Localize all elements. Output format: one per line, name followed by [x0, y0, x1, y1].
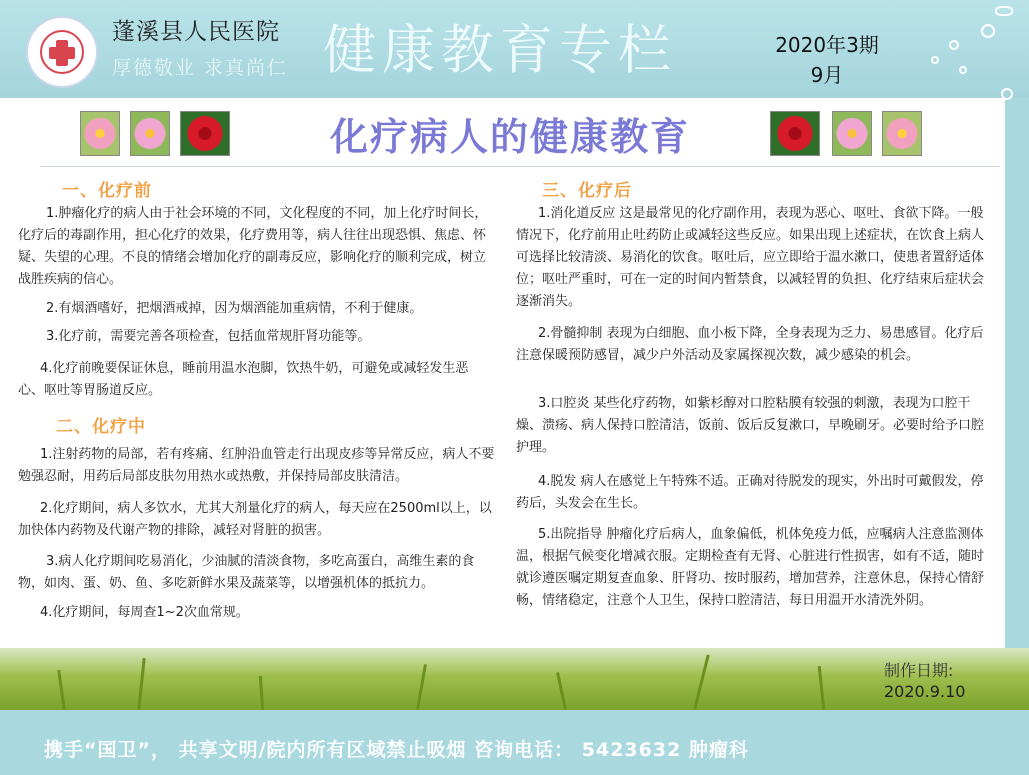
grass-decoration [0, 648, 1029, 710]
hospital-motto: 厚德敬业 求真尚仁 [112, 57, 289, 79]
paragraph: 2.化疗期间，病人多饮水，尤其大剂量化疗的病人，每天应在2500ml以上，以加快体内药物及代谢产物的排除，减轻对肾脏的损害。 [18, 501, 492, 538]
column-title: 健康教育专栏 [323, 20, 677, 81]
paragraph: 1.注射药物的局部，若有疼痛、红肿沿血管走行出现皮疹等异常反应，病人不要勉强忍耐，用药后局部皮肤勿用热水或热敷，并保持局部皮肤清洁。 [18, 447, 495, 484]
hospital-logo-icon [26, 16, 98, 88]
section-heading-after: 三、化疗后 [542, 181, 632, 201]
paragraph: 3.化疗前，需要完善各项检查，包括血常规肝肾功能等。 [46, 329, 371, 344]
section-heading-before: 一、化疗前 [62, 181, 152, 201]
paragraph: 4.化疗前晚要保证休息，睡前用温水泡脚，饮热牛奶，可避免或减轻发生恶心、呕吐等胃肠道反应。 [18, 361, 469, 398]
paragraph: 4.化疗期间，每周查1~2次血常规。 [40, 605, 249, 620]
paragraph: 3.病人化疗期间吃易消化，少油腻的清淡食物，多吃高蛋白，高维生素的食物，如肉、蛋、奶、鱼、多吃新鲜水果及蔬菜等，以增强机体的抵抗力。 [18, 554, 475, 591]
red-rose-icon [180, 111, 230, 156]
made-date-value: 2020.9.10 [884, 682, 966, 701]
paragraph: 2.有烟酒嗜好，把烟酒戒掉，因为烟酒能加重病情，不利于健康。 [46, 301, 423, 316]
red-rose-icon [770, 111, 820, 156]
pink-flower-icon [882, 111, 922, 156]
pink-flower-icon [130, 111, 170, 156]
main-title: 化疗病人的健康教育 [329, 115, 690, 159]
section-heading-during: 二、化疗中 [56, 417, 146, 437]
issue-line-1: 2020年3期 [775, 33, 879, 57]
hospital-name: 蓬溪县人民医院 [112, 19, 280, 45]
issue-line-2: 9月 [810, 63, 844, 87]
paragraph: 5.出院指导 肿瘤化疗后病人，血象偏低，机体免疫力低，应嘱病人注意监测体温，根据气候变化增减衣服。定期检查有无肾、心脏进行性损害，如有不适，随时就诊遵医嘱定期复查血象、肝肾功、按时服药，增加营养，注意休息，保持心情舒畅，情绪稳定，注意个人卫生，保持口腔清洁，每日用温开水清洗外阴。 [516, 527, 985, 608]
title-divider [40, 166, 1000, 167]
issue-number [752, 30, 902, 90]
paragraph: 4.脱发 病人在感觉上午特殊不适。正确对待脱发的现实，外出时可戴假发，停药后，头发会在生长。 [516, 474, 984, 511]
paragraph: 2.骨髓抑制 表现为白细胞、血小板下降，全身表现为乏力、易患感冒。化疗后注意保暖预防感冒，减少户外活动及家属探视次数，减少感染的机会。 [516, 326, 984, 363]
pink-flower-icon [80, 111, 120, 156]
paragraph: 3.口腔炎 某些化疗药物，如紫杉醇对口腔粘膜有较强的刺激，表现为口腔干燥、溃疡、病人保持口腔清洁，饭前、饭后反复漱口，早晚刷牙。必要时给予口腔护理。 [516, 396, 985, 455]
made-date-label: 制作日期: [884, 661, 954, 680]
paragraph: 1.消化道反应 这是最常见的化疗副作用，表现为恶心、呕吐、食欲下降。一般情况下，化疗前用止吐药防止或减轻这些反应。如果出现上述症状，在饮食上病人可选择比较清淡、易消化的饮食。呕吐后，应立即给于温水漱口，使患者置舒适体位；呕吐严重时，可在一定的时间内暂禁食，以减轻胃的负担、化疗结束后症状会逐渐消失。 [516, 206, 985, 309]
pink-flower-icon [832, 111, 872, 156]
paragraph: 1.肿瘤化疗的病人由于社会环境的不同，文化程度的不同，加上化疗时间长，化疗后的毒副作用，担心化疗的效果，化疗费用等，病人往往出现恐惧、焦虑、怀疑、失望的心理。不良的情绪会增加化疗的副毒反应，影响化疗的顺利完成，树立战胜疾病的信心。 [18, 206, 488, 287]
footer-text: 携手“国卫”， 共享文明/院内所有区域禁止吸烟 咨询电话： 5423632 肿瘤科 [44, 739, 749, 761]
